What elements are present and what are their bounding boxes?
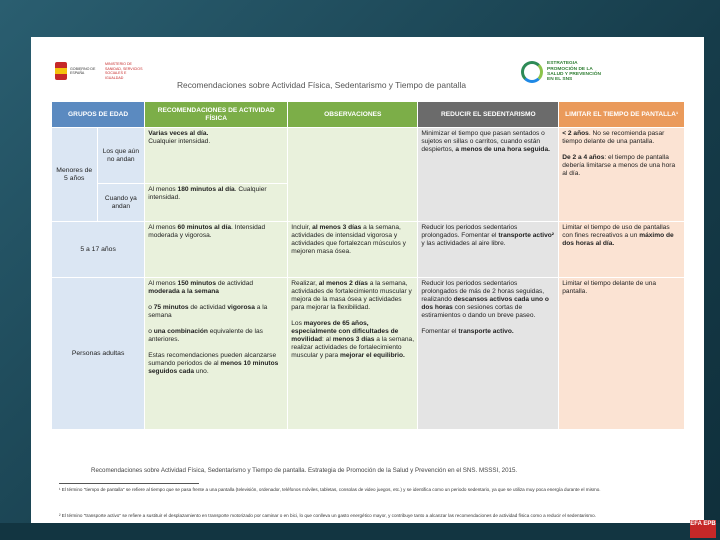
header-recommendations: RECOMENDACIONES DE ACTIVIDAD FÍSICA [145,102,288,128]
limit-adults: Limitar el tiempo delante de una pantalla. [559,278,685,430]
reduce-text: Reducir los periodos sedentarios prolongados de más de 2 horas seguidas, realizando [421,280,545,303]
group-adults: Personas adultas [52,278,145,430]
header-observations: OBSERVACIONES [288,102,418,128]
reduce-text: Minimizar el tiempo que pasan sentados o sujetos en sillas o carritos, cuando están despiertos, [421,130,545,153]
rec-text: Al menos [148,186,178,193]
limit-text: Limitar el tiempo de uso de pantallas con fines recreativos a un [562,224,670,239]
table-row [52,128,685,184]
ministry-text: MINISTERIO DE SANIDAD, SERVICIOS SOCIALES E IGUALDAD [105,62,143,80]
limit-text: . No se recomienda pasar tiempo delante de una pantalla. [562,130,665,145]
obs-text: a la semana, realizar actividades de fortalecimiento muscular y para [291,336,415,359]
footnote-2: ² El término "transporte activo" se refiere a sustituir el desplazamiento en transporte motorizado por caminar o en bici, lo que conlleva un gasto energético mayor, y contribuye tanto a alcanzar las recomendaciones de actividad física como a reducir el sedentarismo. [59,513,596,518]
sub-walking: Cuando ya andan [97,184,145,222]
rec-text: o [148,328,154,335]
rec-text: de actividad [216,280,254,287]
government-logo [55,62,145,80]
limit-under5 [559,128,685,222]
rec-bold-text: Varias veces al día. [148,130,209,137]
obs-text: a la semana, actividades de intensidad vigorosa y actividades que fortalezcan músculos y mejoren masa ósea. [291,224,406,255]
rec-text: . Intensidad moderada y vigorosa. [148,224,266,239]
obs-bold-text: al menos 2 días [318,280,368,287]
footnote-1: ¹ El término "tiempo de pantalla" se refiere al tiempo que se pasa frente a una pantalla (televisión, ordenador, teléfonos móviles, tabletas, consolas de video juegos, etc.) y se identifica como un periodo sedentario, ya que se utiliza muy poca energía durante el mismo. [59,487,601,492]
limit-bold-text: De 2 a 4 años [562,154,605,161]
limit-5-17 [559,222,685,278]
header-groups: GRUPOS DE EDAD [52,102,145,128]
bottom-bar [0,523,720,540]
reduce-bold-text: transporte activo² [498,232,555,239]
rec-walking [145,184,288,222]
reduce-text: Reducir los periodos sedentarios prolongados. Fomentar el [421,224,518,239]
rec-adults [145,278,288,430]
rec-text: . Cualquier intensidad. [148,186,267,201]
rec-text: a la semana [148,304,268,319]
obs-text: Los [291,320,304,327]
rec-bold-text: una combinación [153,328,208,335]
coat-of-arms-icon [55,62,67,80]
obs-text: Incluir, [291,224,313,231]
estrategia-text: ESTRATEGIA PROMOCIÓN DE LA SALUD Y PREVENCIÓN EN EL SNS [547,61,601,83]
obs-text: Realizar, [291,280,319,287]
obs-bold-text: al menos 3 días [312,224,362,231]
header-limit: LIMITAR EL TIEMPO DE PANTALLA¹ [559,102,685,128]
reduce-text: y las actividades al aire libre. [421,240,506,247]
reduce-under5 [418,128,559,222]
reduce-text: Fomentar el [421,328,459,335]
reduce-5-17 [418,222,559,278]
rec-bold-text: 60 minutos al día [177,224,232,231]
estrategia-circle-icon [521,61,543,83]
document-title: Recomendaciones sobre Actividad Física, Sedentarismo y Tiempo de pantalla [177,80,467,90]
sub-not-walking: Los que aún no andan [97,128,145,184]
limit-text: : el tiempo de pantalla debería limitarse a menos de una hora al día. [562,154,676,177]
reduce-adults [418,278,559,430]
footnote-divider [59,483,199,484]
rec-text: equivalente de las anteriores. [148,328,263,343]
rec-5-17 [145,222,288,278]
recommendations-table [51,101,685,430]
rec-text: Estas recomendaciones pueden alcanzarse sumando periodos de al [148,352,277,367]
limit-bold-text: < 2 años [562,130,589,137]
government-text: GOBIERNO DE ESPAÑA [70,66,96,75]
table-row [52,278,685,430]
table-caption: Recomendaciones sobre Actividad Física, Sedentarismo y Tiempo de pantalla. Estrategia de Promoción de la Salud y Prevención en el SNS. MSSSI, 2015. [91,467,518,474]
header-reduce: REDUCIR EL SEDENTARISMO [418,102,559,128]
rec-bold-text: 180 minutos al día [177,186,235,193]
rec-text: de actividad [188,304,228,311]
reduce-text: con sesiones cortas de estiramientos o dando un breve paseo. [421,304,536,319]
group-under5: Menores de 5 años [52,128,98,222]
table-header-row [52,102,685,128]
obs-bold-text: menos 3 días [332,336,375,343]
table-row [52,222,685,278]
rec-not-walking [145,128,288,184]
rec-text: o [148,304,154,311]
rec-bold-text: moderada a la semana [148,288,219,295]
rec-bold-text: 75 minutos [153,304,189,311]
rec-bold-text: vigorosa [227,304,255,311]
obs-5-17 [288,222,418,278]
rec-bold-text: menos 10 minutos seguidos cada [148,360,279,375]
reduce-bold-text: transporte activo. [458,328,514,335]
rec-text: uno. [194,368,209,375]
rec-text: Cualquier intensidad. [148,138,211,145]
obs-text: a la semana, actividades de fortalecimiento muscular y mejora de la masa ósea y actividades para mejorar la flexibilidad. [291,280,412,311]
rec-text: Al menos [148,224,178,231]
obs-under5 [288,128,418,222]
obs-bold-text: mejorar el equilibrio. [340,352,405,359]
obs-text: : al [322,336,333,343]
group-5-17: 5 a 17 años [52,222,145,278]
slide [31,37,704,523]
rec-bold-text: 150 minutos [177,280,217,287]
obs-bold-text: mayores de 65 años, especialmente con dificultades de movilidad [291,320,399,343]
limit-bold-text: máximo de dos horas al día. [562,232,674,247]
estrategia-logo [521,61,607,83]
corner-logo: EFA EPB [690,520,716,538]
reduce-bold-text: a menos de una hora seguida. [455,146,550,153]
rec-text: Al menos [148,280,178,287]
reduce-bold-text: descansos activos cada uno o dos horas [421,296,549,311]
obs-adults [288,278,418,430]
